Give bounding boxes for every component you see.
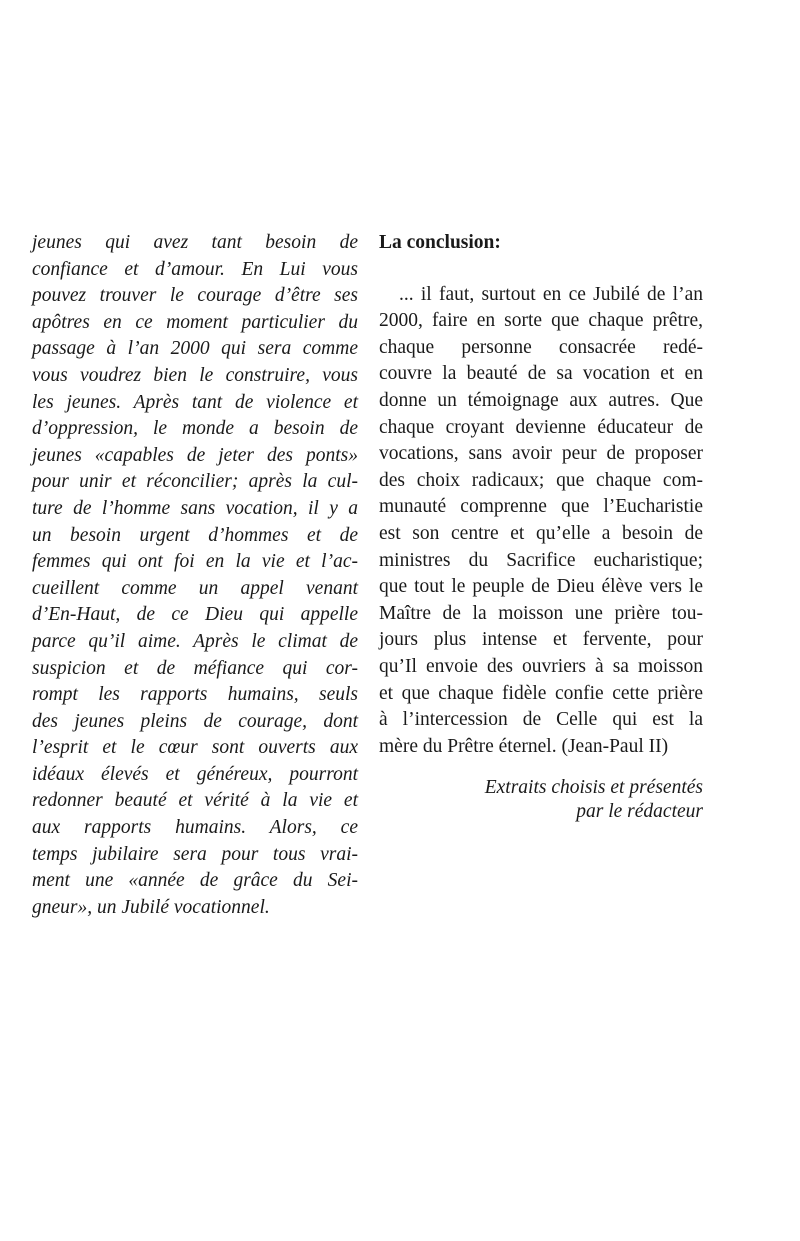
left-line: gneur», un Jubilé vocationnel. <box>32 896 270 918</box>
left-line: les jeunes. Après tant de violence et <box>32 391 358 413</box>
left-line: parce qu’il aime. Après le climat de <box>32 630 358 652</box>
right-line: mère du Prêtre éternel. (Jean-Paul II) <box>379 735 669 757</box>
left-line: d’En-Haut, de ce Dieu qui appelle <box>32 604 358 626</box>
left-line: temps jubilaire sera pour tous vrai- <box>32 843 358 865</box>
left-line: pouvez trouver le courage d’être ses <box>32 285 358 307</box>
section-heading: La conclusion: <box>379 232 501 253</box>
left-line: jeunes qui avez tant besoin de <box>32 232 358 253</box>
left-line: des jeunes pleins de courage, dont <box>32 710 358 732</box>
credit-line: Extraits choisis et présentés <box>484 777 703 799</box>
right-line: que tout le peuple de Dieu élève vers le <box>379 576 703 598</box>
left-line: jeunes «capables de jeter des ponts» <box>32 444 358 466</box>
right-text-column <box>379 230 703 824</box>
left-line: rompt les rapports humains, seuls <box>32 684 358 706</box>
right-line: qu’Il envoie des ouvriers à sa moisson <box>379 655 703 677</box>
left-line: d’oppression, le monde a besoin de <box>32 418 358 440</box>
left-line: idéaux élevés et généreux, pourront <box>32 763 358 785</box>
left-line: vous voudrez bien le construire, vous <box>32 364 358 386</box>
right-line: chaque croyant devienne éducateur de <box>379 416 703 438</box>
left-line: un besoin urgent d’hommes et de <box>32 524 358 546</box>
left-line: passage à l’an 2000 qui sera comme <box>32 338 358 360</box>
left-line: l’esprit et le cœur sont ouverts aux <box>32 737 358 759</box>
left-text-column <box>32 230 358 921</box>
right-line: ministres du Sacrifice eucharistique; <box>379 549 703 571</box>
left-line: pour unir et réconcilier; après la cul- <box>32 471 358 493</box>
left-line: suspicion et de méfiance qui cor- <box>32 657 358 679</box>
left-line: confiance et d’amour. En Lui vous <box>32 258 358 280</box>
left-line: aux rapports humains. Alors, ce <box>32 817 358 839</box>
right-line: des choix radicaux; que chaque com- <box>379 469 703 491</box>
right-line: Maître de la moisson une prière tou- <box>379 602 703 624</box>
right-line: donne un témoignage aux autres. Que <box>379 389 703 411</box>
editor-credit <box>379 776 703 824</box>
credit-line: par le rédacteur <box>576 801 703 823</box>
right-line: chaque personne consacrée redé- <box>379 336 703 358</box>
left-line: femmes qui ont foi en la vie et l’ac- <box>32 551 358 573</box>
right-line: vocations, sans avoir peur de proposer <box>379 443 703 465</box>
left-line: apôtres en ce moment particulier du <box>32 311 358 333</box>
left-line: redonner beauté et vérité à la vie et <box>32 790 358 812</box>
right-line: munauté comprenne que l’Eucharistie <box>379 496 703 518</box>
right-line: est son centre et qu’elle a besoin de <box>379 522 703 544</box>
right-line: 2000, faire en sorte que chaque prêtre, <box>379 310 703 332</box>
right-line: jours plus intense et fervente, pour <box>379 629 703 651</box>
right-line: à l’intercession de Celle qui est la <box>379 709 703 731</box>
left-line: ment une «année de grâce du Sei- <box>32 870 358 892</box>
left-line: cueillent comme un appel venant <box>32 577 358 599</box>
right-line: et que chaque fidèle confie cette prière <box>379 682 703 704</box>
right-line: couvre la beauté de sa vocation et en <box>379 363 703 385</box>
left-line: ture de l’homme sans vocation, il y a <box>32 497 358 519</box>
right-line: ... il faut, surtout en ce Jubilé de l’an <box>399 283 703 305</box>
